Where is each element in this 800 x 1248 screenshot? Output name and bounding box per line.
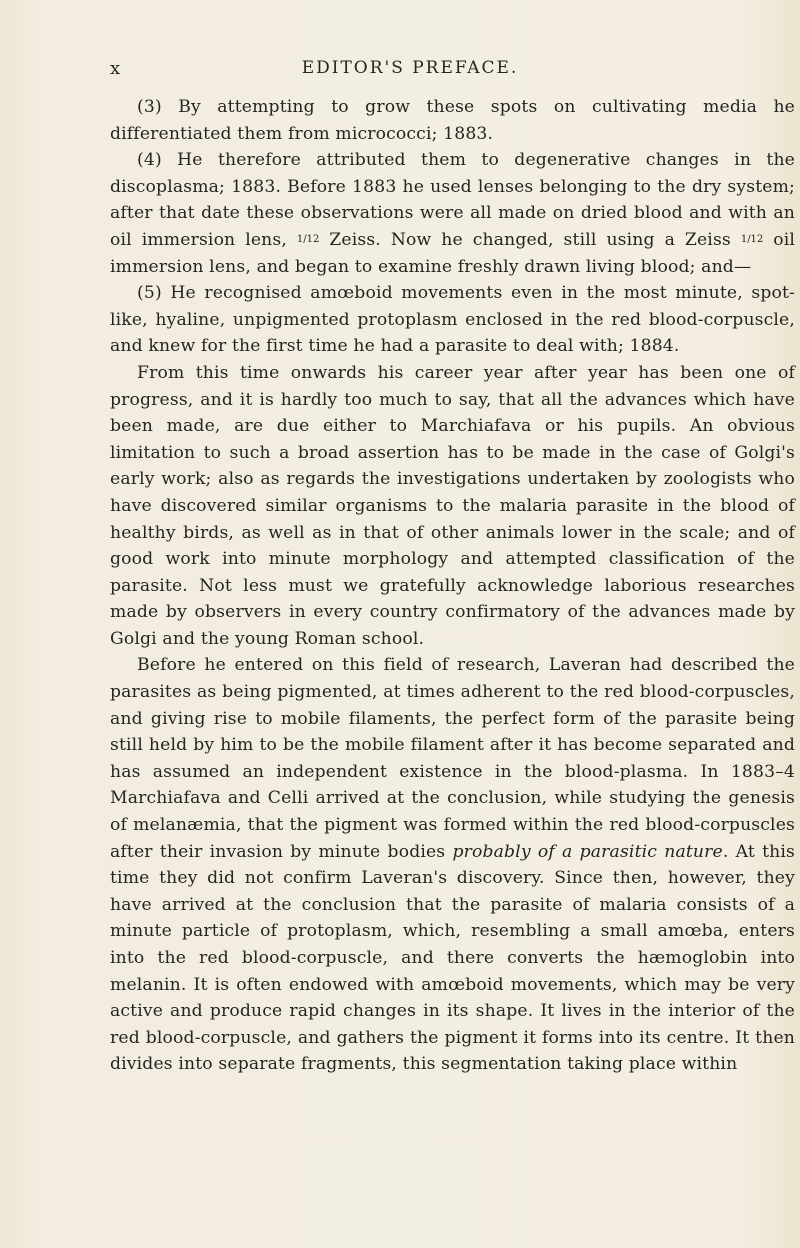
- page-header: [110, 58, 710, 88]
- italic-phrase: probably of a parasitic nature: [452, 841, 723, 862]
- running-head: EDITOR'S PREFACE.: [301, 58, 519, 78]
- paragraph-progress: From this time onwards his career year after year has been one of progress, and it is hardly too much to say, that all the advances which have been made, are due either to Marchiafava or his pupils. An obvious limitation to such a broad assertion has to be made in the case of Golgi's early work; also as regards the investigations undertaken by zoologists who have discovered similar organisms to the malaria parasite in the blood of healthy birds, as well as in that of other animals lower in the scale; and of good work into minute morphology and attempted classification of the parasite. Not less must we gratefully acknowledge laborious researches made by observers in every country confirmatory of the advances made by Golgi and the young Roman school.: [110, 362, 795, 649]
- paragraph-point-4: (4) He therefore attributed them to degenerative changes in the discoplasma; 1883. Before 1883 he used lenses belonging to the dry system; after that date these observations were all made on dried blood and with an oil immersion lens, 1/12 Zeiss. Now he changed, still using a Zeiss 1/12 oil immersion lens, and began to examine freshly drawn living blood; and—: [110, 150, 796, 277]
- paragraph-laveran: Before he entered on this field of research, Laveran had described the parasites as being pigmented, at times adherent to the red blood-corpuscles, and giving rise to mobile filaments, the perfect form of the parasite being still held by him to be the mobile filament after it has become separated and has assumed an independent existence in the blood-plasma. In 1883–4 Marchiafava and Celli arrived at the conclusion, while studying the genesis of melanæmia, that the pigment was formed within the red blood-corpuscles after their invasion by minute bodies probably of a parasitic nature. At this time they did not confirm Laveran's discovery. Since then, however, they have arrived at the conclusion that the parasite of malaria consists of a minute particle of protoplasm, which, resembling a small amœba, enters into the red blood-corpuscle, and there converts the hæmoglobin into melanin. It is often endowed with amœboid movements, which may be very active and produce rapid changes in its shape. It lives in the interior of the red blood-corpuscle, and gathers the pigment it forms into its centre. It then divides into separate fragments, this segmentation taking place within: [110, 655, 795, 1075]
- body-text: [110, 94, 795, 1078]
- page-number: x: [110, 58, 122, 79]
- paragraph-point-3: (3) By attempting to grow these spots on cultivating media he differentiated them from micrococci; 1883.: [110, 97, 795, 144]
- fraction-lens-1: 1/12: [296, 233, 320, 245]
- fraction-lens-2: 1/12: [740, 233, 764, 245]
- paragraph-point-5: (5) He recognised amœboid movements even in the most minute, spot-like, hyaline, unpigmented protoplasm enclosed in the red blood-corpuscle, and knew for the first time he had a parasite to deal with; 1884.: [110, 283, 795, 357]
